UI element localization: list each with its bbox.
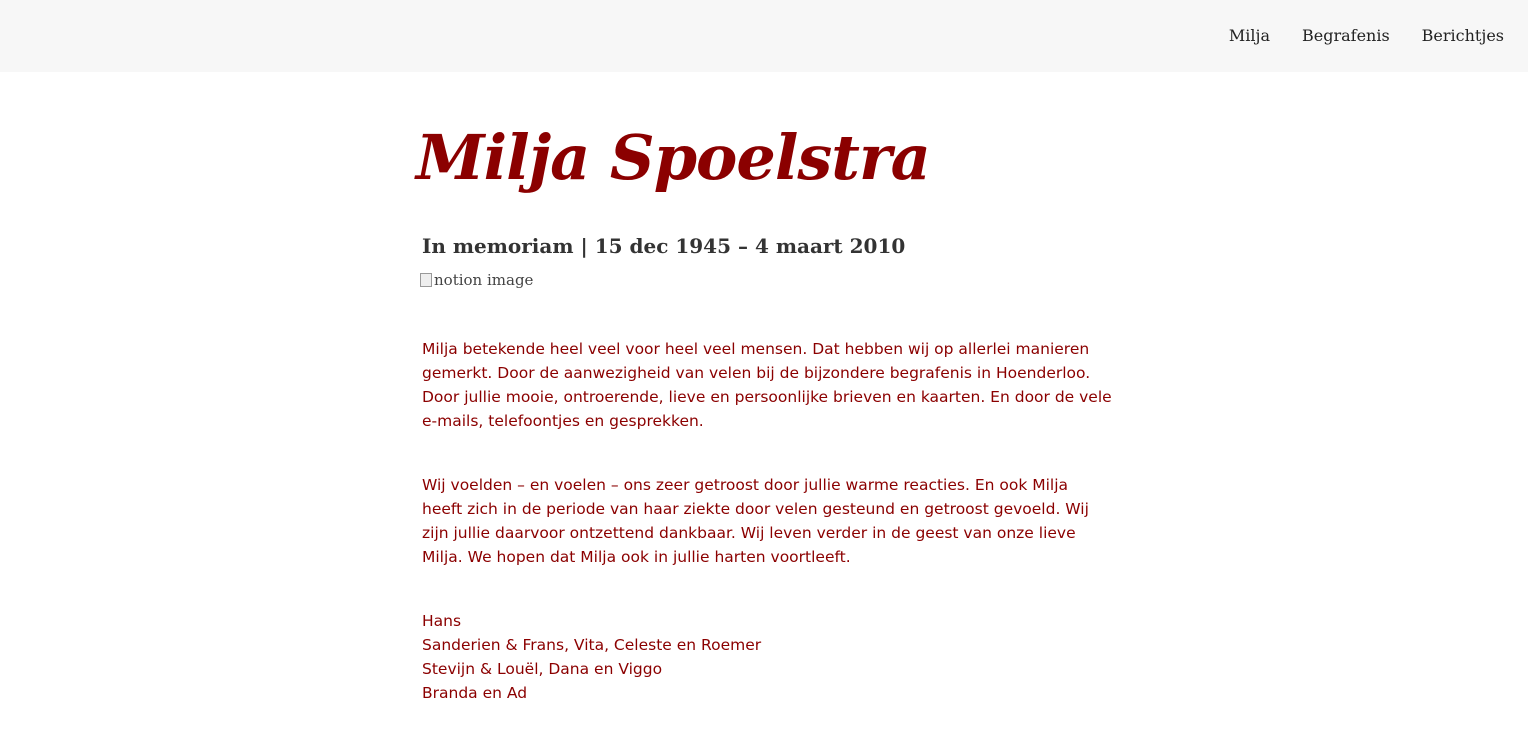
signoff-line: Stevijn & Louël, Dana en Viggo: [422, 660, 663, 678]
page-subtitle: In memoriam | 15 dec 1945 – 4 maart 2010: [422, 234, 906, 258]
top-navigation-bar: [0, 0, 1528, 72]
paragraph-1: Milja betekende heel veel voor heel veel mensen. Dat hebben wij op allerlei manieren gemerkt. Door de aanwezigheid van velen bij de bijzondere begrafenis in Hoenderloo. Door jullie mooie, ontroerende, lieve en persoonlijke brieven en kaarten. En door de vele e-mails, telefoontjes en gesprekken.: [422, 340, 1112, 430]
nav-link-berichtjes[interactable]: Berichtjes: [1421, 26, 1504, 45]
signoff-line: Branda en Ad: [422, 684, 528, 702]
main-nav: [1229, 22, 1504, 50]
image-alt-text: notion image: [434, 271, 534, 289]
signoff-line: Sanderien & Frans, Vita, Celeste en Roemer: [422, 636, 762, 654]
page-content: [416, 110, 1112, 705]
nav-link-milja[interactable]: Milja: [1228, 26, 1270, 45]
signoff-block: [422, 609, 1112, 705]
signoff-line: Hans: [422, 612, 462, 630]
broken-image: [420, 268, 1112, 292]
page-title: Milja Spoelstra: [416, 121, 930, 194]
paragraph-2: Wij voelden – en voelen – ons zeer getroost door jullie warme reacties. En ook Milja heeft zich in de periode van haar ziekte door velen gesteund en getroost gevoeld. Wij zijn jullie daarvoor ontzettend dankbaar. Wij leven verder in de geest van onze lieve Milja. We hopen dat Milja ook in jullie harten voortleeft.: [422, 476, 1089, 566]
nav-link-begrafenis[interactable]: Begrafenis: [1301, 26, 1390, 45]
broken-image-icon: [420, 273, 432, 287]
